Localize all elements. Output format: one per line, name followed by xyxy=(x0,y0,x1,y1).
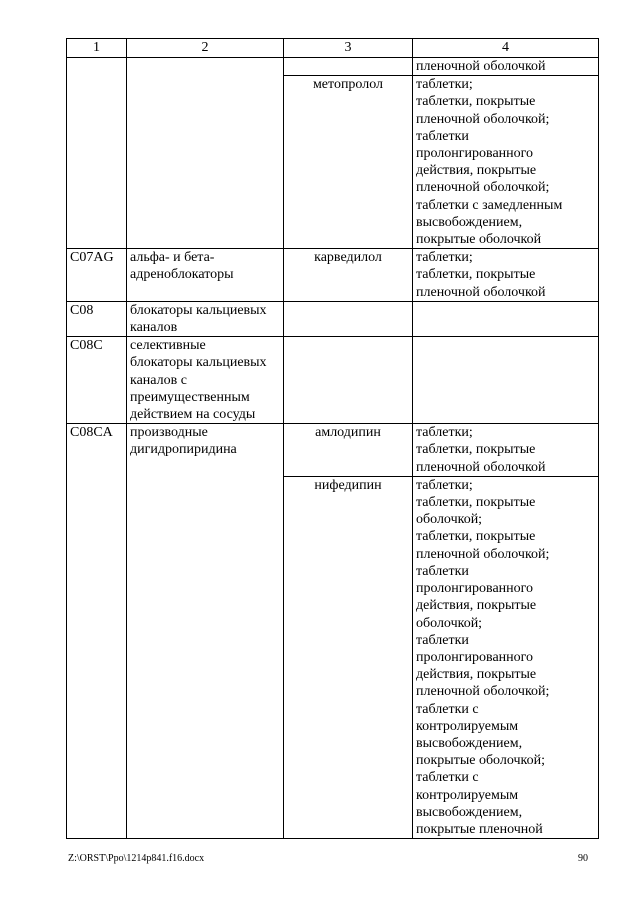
dosage-form-line: таблетки, покрытые xyxy=(416,267,536,283)
dosage-form-cell xyxy=(413,476,599,838)
dosage-form-line: таблетки, покрытые xyxy=(416,94,536,110)
drug-name-cell: нифедипин xyxy=(284,476,413,838)
group-name-cell xyxy=(127,301,284,336)
dosage-form-line: высвобождением, xyxy=(416,214,523,230)
dosage-form-line: пролонгированного xyxy=(416,581,534,597)
dosage-form-line: контролируемым xyxy=(416,787,519,803)
group-name-cell xyxy=(127,58,284,249)
group-name-line: блокаторы кальциевых xyxy=(130,302,267,318)
dosage-form-line: оболочкой; xyxy=(416,615,483,631)
dosage-form-line: таблетки, покрытые xyxy=(416,442,536,458)
dosage-form-line: пленочной оболочкой xyxy=(416,59,546,74)
dosage-form-line: таблетки; xyxy=(416,250,473,266)
dosage-form-line: действия, покрытые xyxy=(416,598,537,614)
dosage-form-line: покрытые пленочной xyxy=(416,821,543,837)
dosage-form-line: таблетки; xyxy=(416,425,473,441)
dosage-form-line: пленочной оболочкой; xyxy=(416,111,550,127)
group-name-line: производные xyxy=(130,425,208,441)
dosage-form-line: таблетки с xyxy=(416,770,479,786)
drug-name-cell xyxy=(284,301,413,336)
dosage-form-line: действия, покрытые xyxy=(416,667,537,683)
dosage-form-line: высвобождением, xyxy=(416,735,523,751)
footer-file-path: Z:\ORST\Ppo\1214p841.f16.docx xyxy=(68,853,205,864)
column-header: 2 xyxy=(127,39,284,58)
atc-code-cell xyxy=(67,58,127,249)
column-header: 3 xyxy=(284,39,413,58)
atc-code-cell: C08C xyxy=(67,337,127,424)
dosage-form-line: пролонгированного xyxy=(416,649,534,665)
dosage-form-line: таблетки xyxy=(416,632,469,648)
dosage-form-line: контролируемым xyxy=(416,718,519,734)
dosage-form-line: пролонгированного xyxy=(416,146,534,162)
dosage-form-cell xyxy=(413,58,599,76)
dosage-form-line: пленочной оболочкой; xyxy=(416,180,550,196)
dosage-form-line: покрытые оболочкой; xyxy=(416,753,546,769)
dosage-form-cell xyxy=(413,249,599,302)
table-row xyxy=(67,301,599,336)
group-name-line: каналов xyxy=(130,320,178,336)
table-row xyxy=(67,337,599,424)
dosage-form-line: пленочной оболочкой; xyxy=(416,546,550,562)
dosage-form-line: действия, покрытые xyxy=(416,163,537,179)
drug-name-cell xyxy=(284,337,413,424)
group-name-line: блокаторы кальциевых xyxy=(130,355,267,371)
dosage-form-line: таблетки xyxy=(416,563,469,579)
table-header-row xyxy=(67,39,599,58)
group-name-line: адреноблокаторы xyxy=(130,267,234,283)
table-body xyxy=(67,58,599,839)
group-name-line: дигидропиридина xyxy=(130,442,237,458)
dosage-form-line: таблетки с xyxy=(416,701,479,717)
drug-table xyxy=(66,38,599,839)
drug-name-cell: метопролол xyxy=(284,76,413,249)
drug-name-cell: карведилол xyxy=(284,249,413,302)
group-name-line: альфа- и бета- xyxy=(130,250,215,266)
drug-name-cell: амлодипин xyxy=(284,424,413,477)
group-name-cell xyxy=(127,337,284,424)
table-row xyxy=(67,58,599,76)
dosage-form-line: пленочной оболочкой xyxy=(416,459,546,475)
drug-name-cell xyxy=(284,58,413,76)
atc-code-cell: C07AG xyxy=(67,249,127,302)
dosage-form-line: высвобождением, xyxy=(416,804,523,820)
dosage-form-cell xyxy=(413,301,599,336)
dosage-form-line: покрытые оболочкой xyxy=(416,232,542,248)
group-name-cell xyxy=(127,424,284,839)
group-name-line: каналов с xyxy=(130,372,187,388)
dosage-form-line: пленочной оболочкой xyxy=(416,284,546,300)
group-name-line: селективные xyxy=(130,338,206,354)
dosage-form-cell xyxy=(413,424,599,477)
column-header: 1 xyxy=(67,39,127,58)
dosage-form-line: таблетки, покрытые xyxy=(416,529,536,545)
group-name-line: преимущественным xyxy=(130,389,250,405)
dosage-form-line: таблетки xyxy=(416,128,469,144)
footer-page-number: 90 xyxy=(578,853,588,864)
dosage-form-line: таблетки, покрытые xyxy=(416,495,536,511)
group-name-line: действием на сосуды xyxy=(130,407,256,423)
atc-code-cell: C08CA xyxy=(67,424,127,839)
group-name-cell xyxy=(127,249,284,302)
dosage-form-cell xyxy=(413,76,599,249)
dosage-form-line: оболочкой; xyxy=(416,512,483,528)
dosage-form-line: таблетки с замедленным xyxy=(416,197,563,213)
table-row xyxy=(67,424,599,477)
atc-code-cell: C08 xyxy=(67,301,127,336)
dosage-form-line: таблетки; xyxy=(416,477,473,493)
dosage-form-cell xyxy=(413,337,599,424)
column-header: 4 xyxy=(413,39,599,58)
dosage-form-line: таблетки; xyxy=(416,77,473,93)
table-row xyxy=(67,249,599,302)
dosage-form-line: пленочной оболочкой; xyxy=(416,684,550,700)
